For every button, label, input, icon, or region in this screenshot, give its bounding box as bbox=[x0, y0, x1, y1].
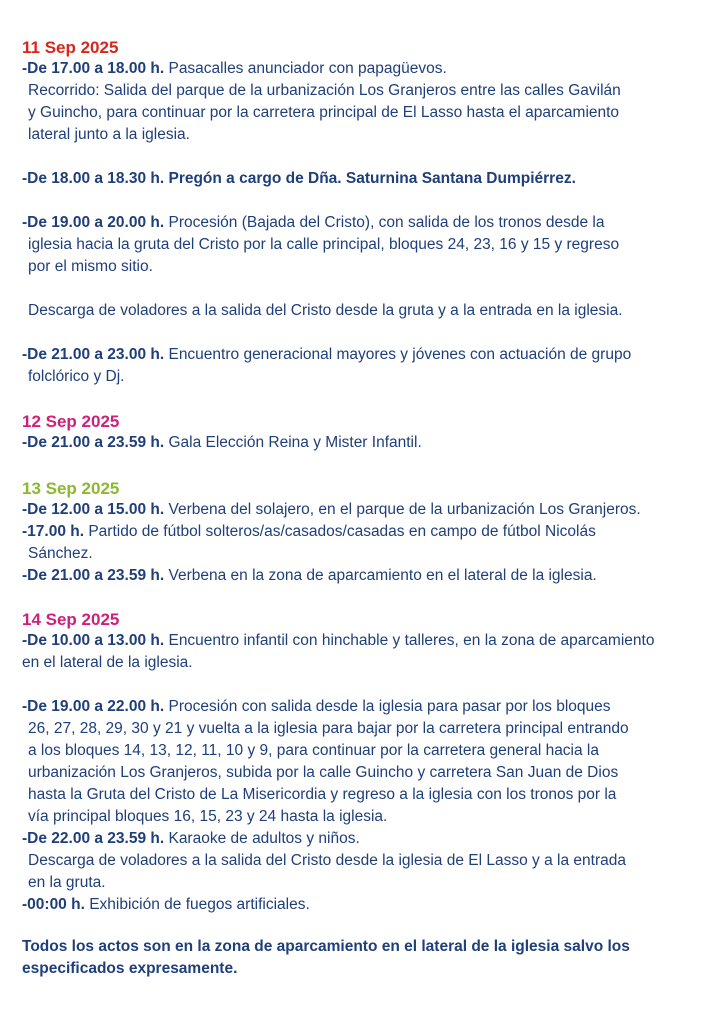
event-line: vía principal bloques 16, 15, 23 y 24 hasta la iglesia. bbox=[28, 808, 388, 825]
event-time: -De 19.00 a 20.00 h. bbox=[22, 214, 165, 231]
event-voladores: Descarga de voladores a la salida del Cristo desde la gruta y a la entrada en la iglesia. bbox=[28, 302, 623, 319]
date-heading: 13 Sep 2025 bbox=[22, 479, 120, 498]
event-time: -De 21.00 a 23.59 h. bbox=[22, 567, 165, 584]
event-line: Recorrido: Salida del parque de la urbanización Los Granjeros entre las calles Gavilán bbox=[28, 82, 621, 99]
event-text: Partido de fútbol solteros/as/casados/casadas en campo de fútbol Nicolás bbox=[84, 523, 596, 540]
event-line: en la gruta. bbox=[28, 874, 106, 891]
event-text: Pasacalles anunciador con papagüevos. bbox=[164, 60, 447, 77]
event-text: Verbena del solajero, en el parque de la urbanización Los Granjeros. bbox=[164, 501, 641, 518]
event-line: iglesia hacia la gruta del Cristo por la calle principal, bloques 24, 23, 16 y 15 y regreso bbox=[28, 236, 620, 253]
footer-line: Todos los actos son en la zona de aparcamiento en el lateral de la iglesia salvo los bbox=[22, 938, 630, 955]
footer-note bbox=[22, 936, 672, 980]
event-line: en el lateral de la iglesia. bbox=[22, 654, 193, 671]
footer-line: especificados expresamente. bbox=[22, 960, 238, 977]
event-procesion-final bbox=[22, 696, 672, 718]
day-section-12-sep bbox=[22, 412, 672, 454]
event-time: -De 21.00 a 23.00 h. bbox=[22, 346, 165, 363]
event-gala bbox=[22, 432, 672, 454]
date-heading: 12 Sep 2025 bbox=[22, 412, 120, 431]
event-line: y Guincho, para continuar por la carretera principal de El Lasso hasta el aparcamiento bbox=[28, 104, 620, 121]
event-line: hasta la Gruta del Cristo de La Misericordia y regreso a la iglesia con los tronos por la bbox=[28, 786, 617, 803]
event-verbena bbox=[22, 565, 672, 587]
event-time: -17.00 h. bbox=[22, 523, 85, 540]
event-line: a los bloques 14, 13, 12, 11, 10 y 9, para continuar por la carretera general hacia la bbox=[28, 742, 599, 759]
event-time: -De 12.00 a 15.00 h. bbox=[22, 501, 165, 518]
event-encuentro-infantil bbox=[22, 630, 672, 652]
event-line: 26, 27, 28, 29, 30 y 21 y vuelta a la iglesia para bajar por la carretera principal entrando bbox=[28, 720, 629, 737]
event-time: -De 10.00 a 13.00 h. bbox=[22, 632, 165, 649]
event-encuentro bbox=[22, 344, 672, 366]
event-verbena-solajero bbox=[22, 499, 672, 521]
day-section-11-sep bbox=[22, 38, 672, 388]
event-text: Encuentro generacional mayores y jóvenes con actuación de grupo bbox=[164, 346, 632, 363]
date-heading: 11 Sep 2025 bbox=[22, 38, 119, 57]
event-time: -De 21.00 a 23.59 h. bbox=[22, 434, 165, 451]
event-line: Descarga de voladores a la salida del Cristo desde la iglesia de El Lasso y a la entrada bbox=[28, 852, 626, 869]
event-line: urbanización Los Granjeros, subida por la calle Guincho y carretera San Juan de Dios bbox=[28, 764, 619, 781]
event-line: por el mismo sitio. bbox=[28, 258, 153, 275]
event-time: -00:00 h. bbox=[22, 896, 85, 913]
event-text: Encuentro infantil con hinchable y talleres, en la zona de aparcamiento bbox=[164, 632, 655, 649]
event-line: folclórico y Dj. bbox=[28, 368, 125, 385]
event-karaoke bbox=[22, 828, 672, 850]
event-text: Procesión (Bajada del Cristo), con salida de los tronos desde la bbox=[164, 214, 605, 231]
day-section-13-sep bbox=[22, 479, 672, 587]
event-text: Gala Elección Reina y Mister Infantil. bbox=[164, 434, 422, 451]
event-line: lateral junto a la iglesia. bbox=[28, 126, 190, 143]
event-futbol bbox=[22, 521, 672, 543]
event-pregon: -De 18.00 a 18.30 h. Pregón a cargo de Dña. Saturnina Santana Dumpiérrez. bbox=[22, 170, 576, 187]
event-text: Exhibición de fuegos artificiales. bbox=[84, 896, 310, 913]
event-time: -De 22.00 a 23.59 h. bbox=[22, 830, 165, 847]
event-text: Karaoke de adultos y niños. bbox=[164, 830, 360, 847]
event-text: Verbena en la zona de aparcamiento en el lateral de la iglesia. bbox=[164, 567, 597, 584]
day-section-14-sep bbox=[22, 610, 672, 916]
event-fuegos bbox=[22, 894, 672, 916]
event-text: Procesión con salida desde la iglesia para pasar por los bloques bbox=[164, 698, 611, 715]
event-pasacalles bbox=[22, 58, 672, 80]
date-heading: 14 Sep 2025 bbox=[22, 610, 120, 629]
event-time: -De 19.00 a 22.00 h. bbox=[22, 698, 165, 715]
event-procesion bbox=[22, 212, 672, 234]
event-line: Sánchez. bbox=[28, 545, 93, 562]
event-time: -De 17.00 a 18.00 h. bbox=[22, 60, 165, 77]
